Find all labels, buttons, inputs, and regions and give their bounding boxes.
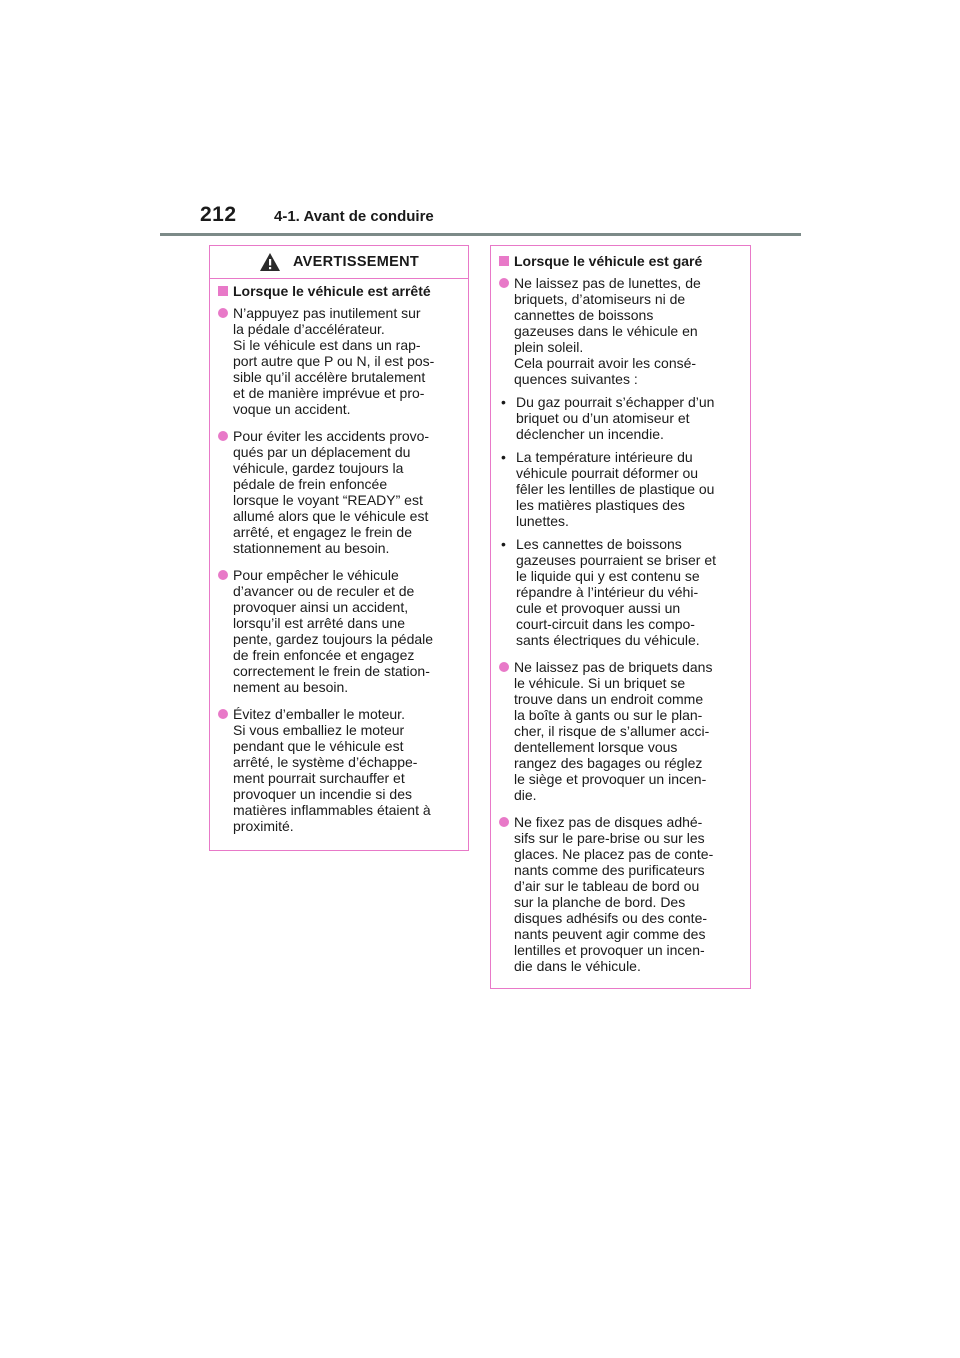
header-rule [160, 233, 801, 236]
square-bullet-icon [218, 286, 228, 296]
circle-bullet-icon [218, 308, 228, 318]
list-item [499, 659, 742, 803]
parked-heading-text: Lorsque le véhicule est garé [514, 253, 703, 269]
dot-bullet-icon: • [501, 536, 506, 552]
sub-list-item [499, 394, 742, 442]
list-item-text: Ne fixez pas de disques adhé- sifs sur le pare-brise ou sur les glaces. Ne placez pas de conte- nants comme des purificateurs d’air sur le tableau de bord ou sur la planche de bord. Des disques adhésifs ou des conte- nants peuvent agir comme des lentilles et provoquer un incen- die dans le véhicule. [514, 814, 714, 974]
circle-bullet-icon [218, 570, 228, 580]
sub-list-item-text: Les cannettes de boissons gazeuses pourraient se briser et le liquide qui y est contenu se répandre à l’intérieur du véhi- cule et provoquer aussi un court-circuit dans les compo- sants électriques du véhicule. [516, 536, 716, 648]
list-item-text: N’appuyez pas inutilement sur la pédale d’accélérateur. Si le véhicule est dans un rap- port autre que P ou N, il est pos- sible qu’il accélère brutalement et de manière imprévue et pro- voque un accident. [233, 305, 435, 417]
dot-bullet-icon: • [501, 394, 506, 410]
list-item [218, 428, 460, 556]
sub-list-item [499, 449, 742, 529]
square-bullet-icon [499, 256, 509, 266]
list-item-text: Ne laissez pas de lunettes, de briquets, d’atomiseurs ni de cannettes de boissons gazeuses dans le véhicule en plein soleil. Cela pourrait avoir les consé- quences suivantes : [514, 275, 701, 387]
list-item [499, 814, 742, 974]
list-item [499, 275, 742, 387]
stopped-heading-text: Lorsque le véhicule est arrêté [233, 283, 431, 299]
sub-list-item [499, 536, 742, 648]
list-item [218, 706, 460, 834]
dot-bullet-icon: • [501, 449, 506, 465]
list-item-text: Pour éviter les accidents provo- qués par un déplacement du véhicule, gardez toujours la pédale de frein enfoncée lorsque le voyant “READY” est allumé alors que le véhicule est arrêté, et engagez le frein de stationnement au besoin. [233, 428, 430, 556]
section-title: 4-1. Avant de conduire [274, 208, 434, 225]
list-item-text: Évitez d’emballer le moteur. Si vous emballiez le moteur pendant que le véhicule est arrêté, le système d’échappe- ment pourrait surchauffer et provoquer un incendie si des matières inflammables étaient à proximité. [233, 706, 431, 834]
circle-bullet-icon [218, 431, 228, 441]
sub-list-item-text: La température intérieure du véhicule pourrait déformer ou fêler les lentilles de plastique ou les matières plastiques des lunettes. [516, 449, 715, 529]
warning-box-right [490, 245, 751, 989]
warning-box-left [209, 245, 469, 851]
circle-bullet-icon [499, 817, 509, 827]
stopped-heading [218, 283, 460, 299]
warning-title: AVERTISSEMENT [292, 254, 420, 270]
list-item-text: Pour empêcher le véhicule d’avancer ou de reculer et de provoquer ainsi un accident, lorsqu’il est arrêté dans une pente, gardez toujours la pédale de frein enfoncée et engagez correctement le frein de station- nement au besoin. [233, 567, 434, 695]
circle-bullet-icon [499, 662, 509, 672]
circle-bullet-icon [218, 709, 228, 719]
sub-list-item-text: Du gaz pourrait s’échapper d’un briquet ou d’un atomiseur et déclencher un incendie. [516, 394, 715, 442]
list-item-text: Ne laissez pas de briquets dans le véhicule. Si un briquet se trouve dans un endroit comme la boîte à gants ou sur le plan- cher, il risque de s’allumer acci- dentellement lorsque vous rangez des bagages ou réglez le siège et provoquer un incen- die. [514, 659, 713, 803]
list-item [218, 567, 460, 695]
warning-header [210, 246, 468, 279]
warning-triangle-icon [259, 252, 281, 272]
circle-bullet-icon [499, 278, 509, 288]
list-item [218, 305, 460, 417]
sub-list [499, 394, 742, 648]
parked-heading [499, 253, 742, 269]
page-number: 212 [200, 203, 237, 226]
